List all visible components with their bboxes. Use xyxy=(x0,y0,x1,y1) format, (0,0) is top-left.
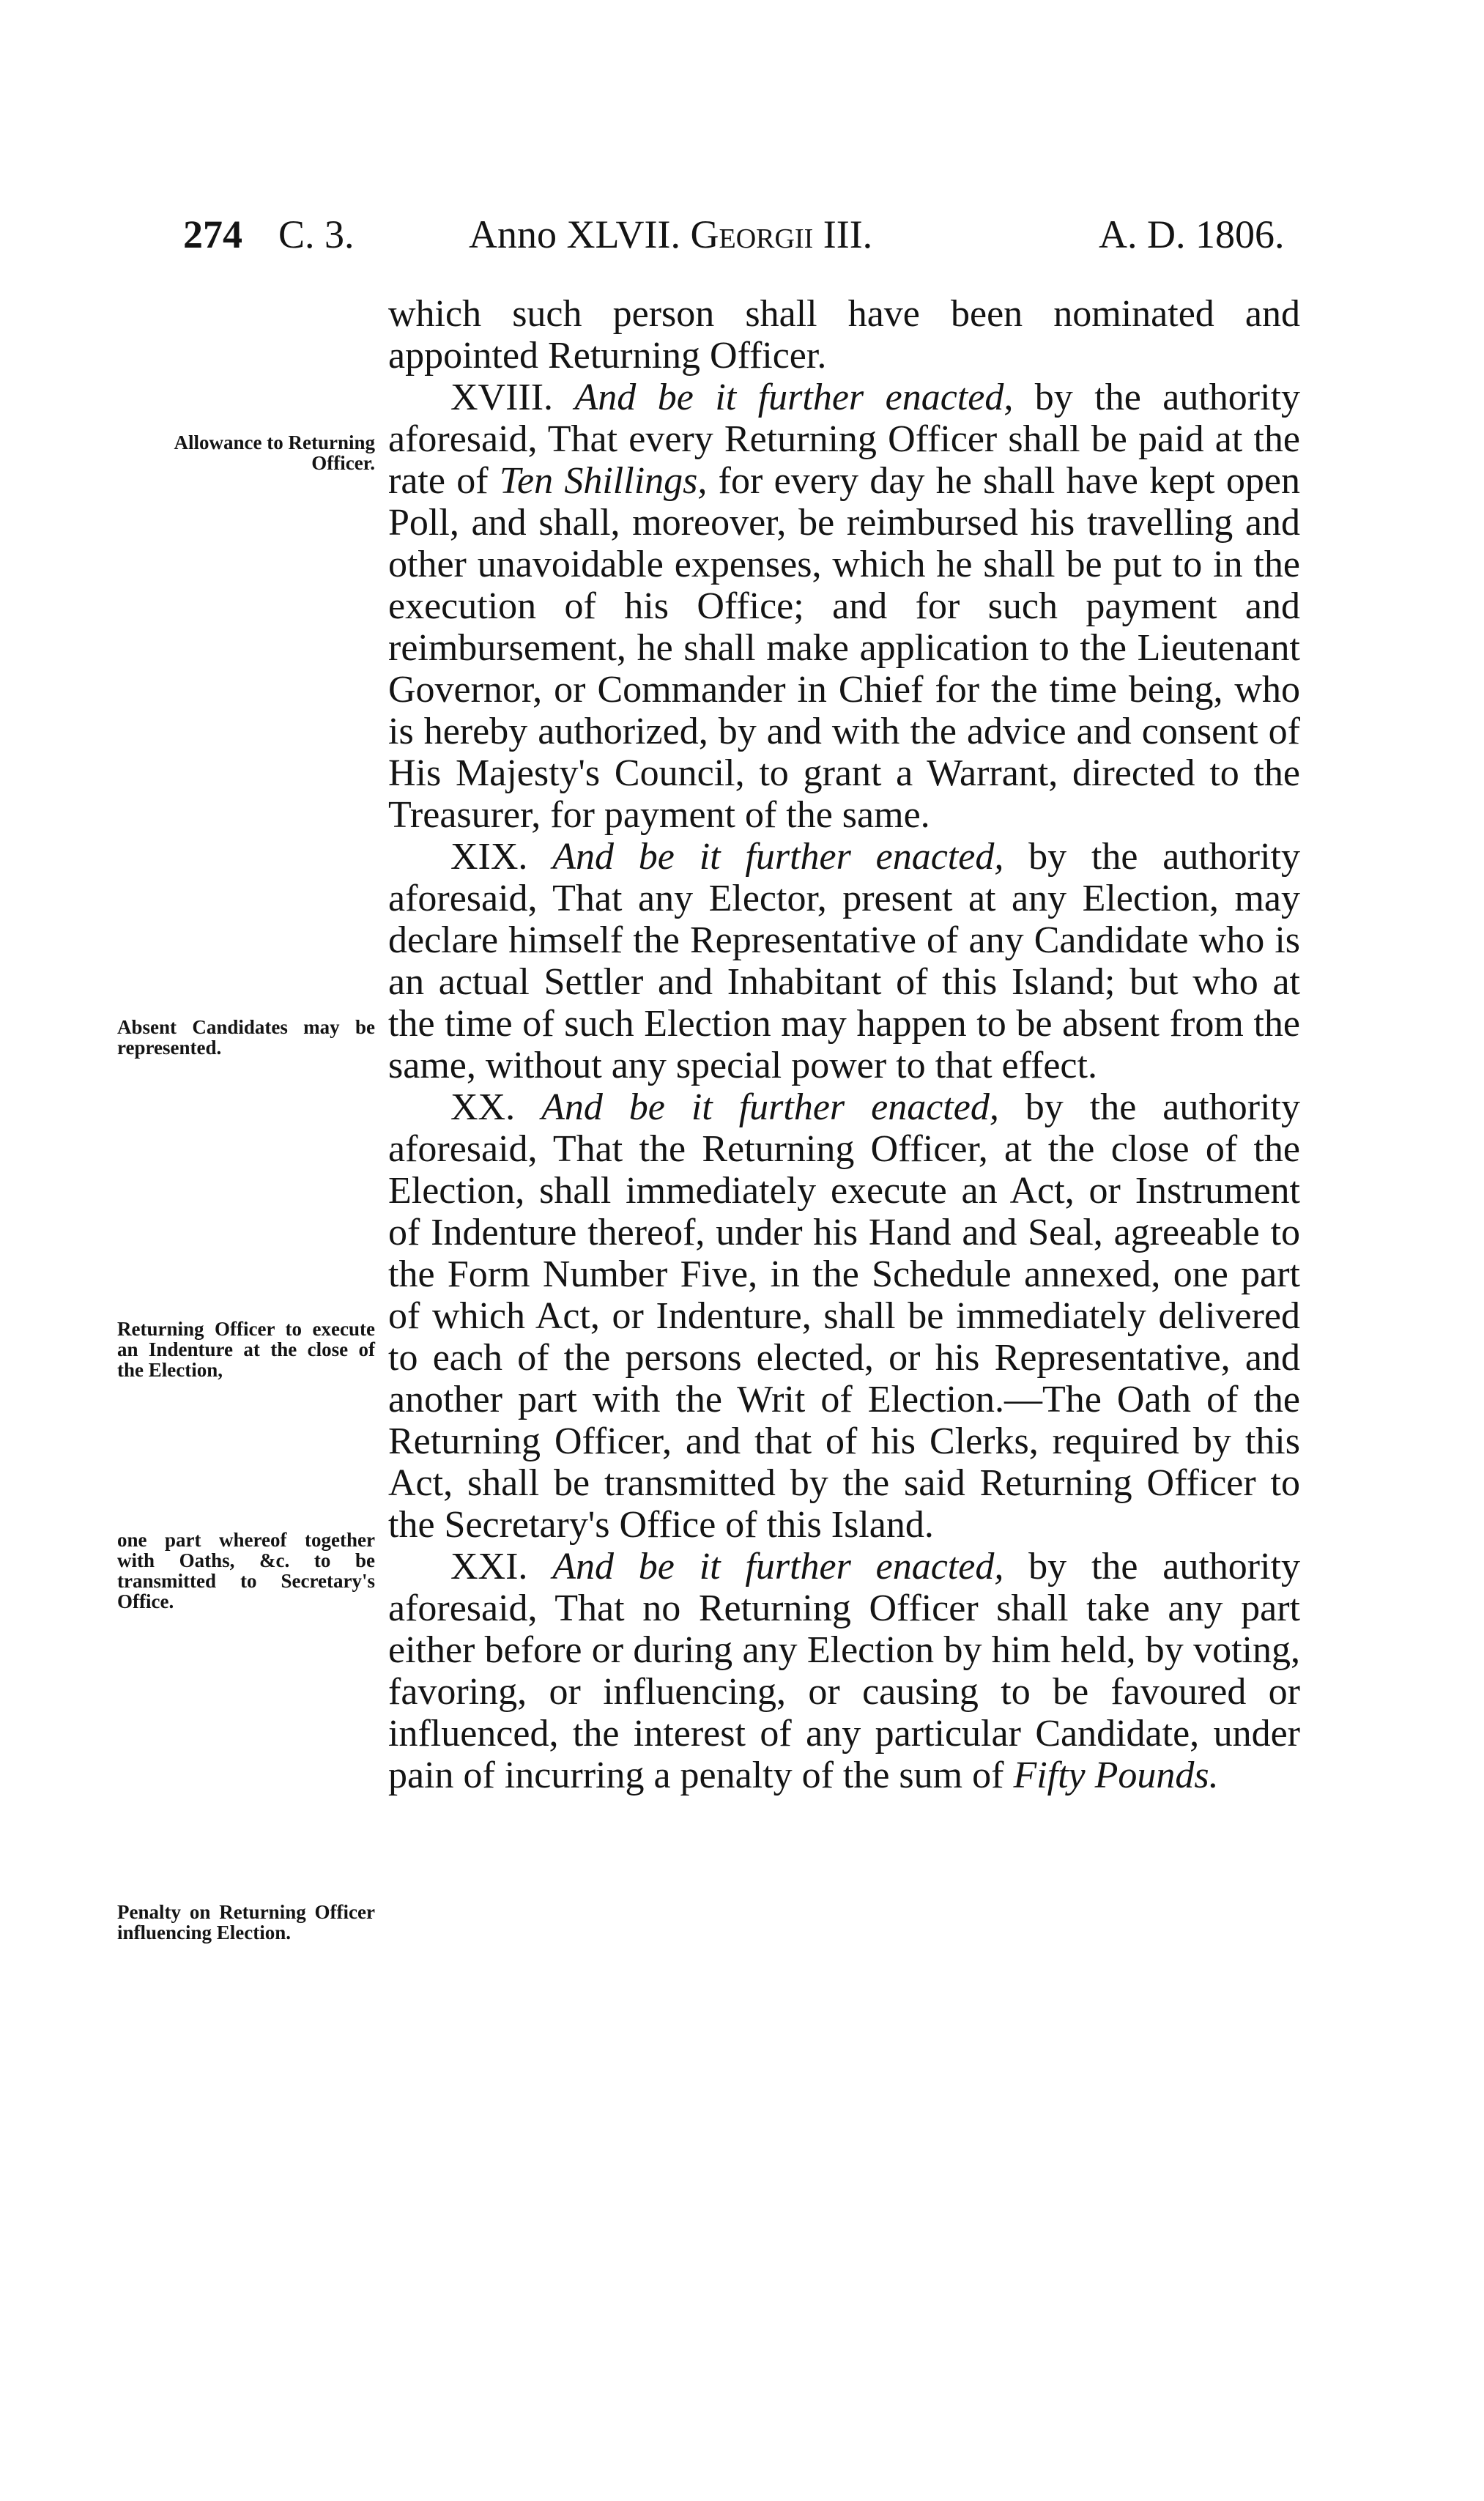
enacting-clause: And be it further enacted, xyxy=(541,1086,999,1128)
chapter-label: C. 3. xyxy=(278,212,355,256)
enacting-clause: And be it further enacted, xyxy=(552,836,1004,878)
reign-label: Georgii III. xyxy=(690,212,873,256)
margin-note-transmit: one part whereof together with Oaths, &c. to be transmitted to Secretary's Office. xyxy=(117,1529,375,1612)
section-18 xyxy=(388,377,1300,836)
enacting-clause: And be it further enacted, xyxy=(574,377,1014,418)
margin-note-absent-candidates: Absent Candidates may be represented. xyxy=(117,1016,375,1059)
section-number: XVIII. xyxy=(450,377,554,418)
margin-note-allowance: Allowance to Returning Officer. xyxy=(174,431,375,474)
amount-text: Fifty Pounds. xyxy=(1013,1755,1219,1796)
year-label: A. D. 1806. xyxy=(1099,212,1285,256)
section-number: XXI. xyxy=(450,1546,528,1587)
section-text: for every day he shall have kept open Poll, and shall, moreover, be reimbursed his travelling and other unavoidable expenses, which he shall be put to in the execution of his Office; and for such payment and reimbursement, he shall make application to the Lieutenant Governor, or Commander in Chief for the time being, who is hereby authorized, by and with the advice and consent of His Majesty's Council, to grant a Warrant, directed to the Treasurer, for payment of the same. xyxy=(388,460,1300,836)
section-text: by the authority aforesaid, That any Elector, present at any Election, may declare himself the Representative of any Candidate who is an actual Settler and Inhabitant of this Island; but who at the time of such Election may happen to be absent from the same, without any special power to that effect. xyxy=(388,836,1301,1086)
section-number: XIX. xyxy=(450,836,528,878)
section-number: XX. xyxy=(450,1086,516,1128)
section-21 xyxy=(388,1546,1300,1796)
regnal-year xyxy=(469,204,872,265)
margin-note-indenture: Returning Officer to execute an Indenture at the close of the Election, xyxy=(117,1318,375,1381)
amount-text: Ten Shillings, xyxy=(499,460,708,502)
enacting-clause: And be it further enacted, xyxy=(552,1546,1004,1587)
anno-label: Anno XLVII. xyxy=(469,212,680,256)
section-text: by the authority aforesaid, That the Returning Officer, at the close of the Election, shall immediately execute an Act, or Instrument of Indenture thereof, under his Hand and Seal, agreeable to the Form Number Five, in the Schedule annexed, one part of which Act, or Indenture, shall be immediately delivered to each of the persons elected, or his Representative, and another part with the Writ of Election.—The Oath of the Returning Officer, and that of his Clerks, required by this Act, shall be transmitted by the said Returning Officer to the Secretary's Office of this Island. xyxy=(388,1086,1300,1546)
page-number: 274 xyxy=(183,212,242,256)
margin-note-penalty: Penalty on Returning Officer influencing Election. xyxy=(117,1901,375,1944)
section-text: by the authority aforesaid, That no Returning Officer shall take any part either before or during any Election by him held, by voting, favoring, or influencing, or causing to be favoured or influenced, the interest of any particular Candidate, under pain of incurring a penalty of the sum of xyxy=(388,1546,1301,1796)
section-text: by the authority aforesaid, That every Returning Officer shall be paid at the rate of xyxy=(388,377,1301,502)
running-header xyxy=(183,204,1311,265)
section-19 xyxy=(388,836,1300,1086)
section-20 xyxy=(388,1086,1300,1546)
continued-paragraph: which such person shall have been nominated and appointed Returning Officer. xyxy=(388,293,1300,377)
body-text xyxy=(388,293,1300,1796)
